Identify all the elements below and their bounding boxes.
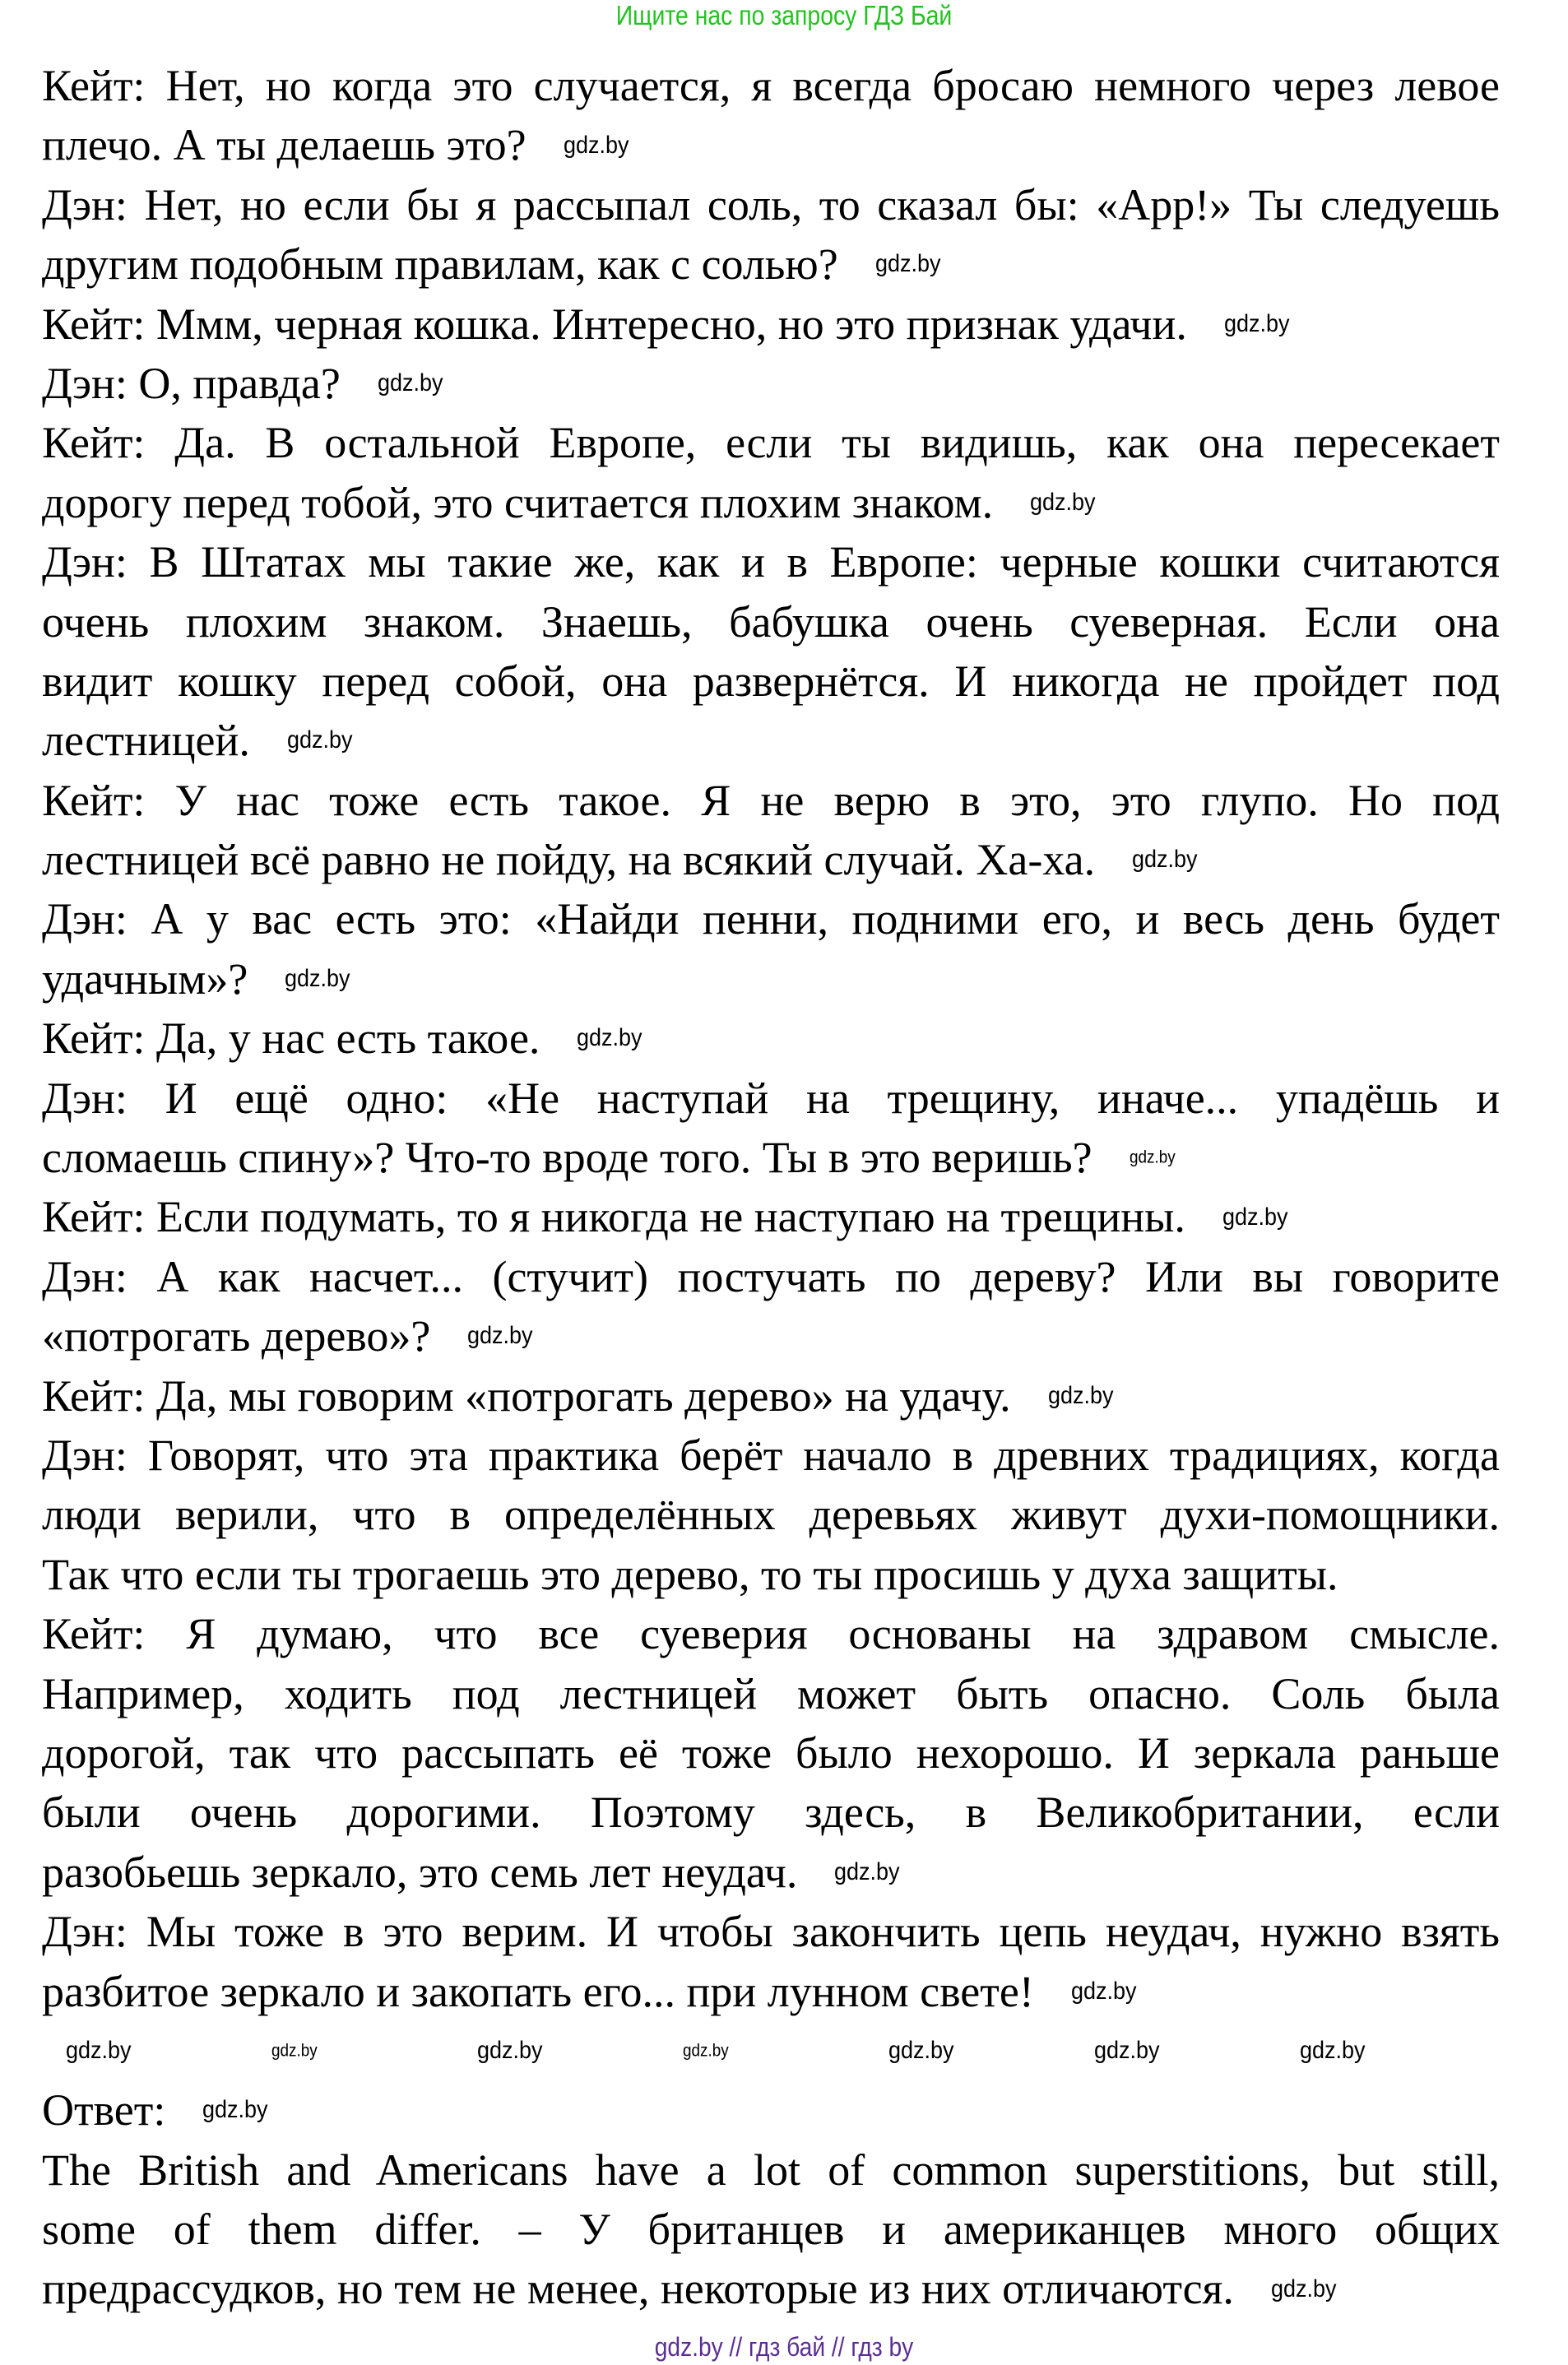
watermark: gdz.by: [1030, 488, 1096, 516]
watermark: gdz.by: [1070, 1977, 1137, 2005]
dialogue-line: разбитое зеркало и закопать его... при лунном свете!: [42, 1966, 1034, 2016]
dialogue-line: видит кошку перед собой, она развернётся. И никогда не пройдет под: [42, 656, 1500, 706]
dialogue-line: удачным»?: [42, 953, 248, 1004]
watermark: gdz.by: [1047, 1381, 1114, 1409]
dialogue-line: Кейт: Если подумать, то я никогда не наступаю на трещины.: [42, 1192, 1185, 1242]
dialogue-line: лестницей.: [42, 716, 250, 766]
dialogue-line: были очень дорогими. Поэтому здесь, в Великобритании, если: [42, 1788, 1500, 1838]
dialogue-line: люди верили, что в определённых деревьях живут духи-помощники.: [42, 1490, 1500, 1540]
dialogue-line: Кейт: Ммм, черная кошка. Интересно, но это признак удачи.: [42, 299, 1187, 349]
header-banner: Ищите нас по запросу ГДЗ Бай: [615, 0, 953, 30]
watermark: gdz.by: [888, 2037, 954, 2065]
dialogue-line: Дэн: Мы тоже в это верим. И чтобы закончить цепь неудач, нужно взять: [42, 1907, 1500, 1957]
dialogue-line: дорогу перед тобой, это считается плохим знаком.: [42, 477, 994, 527]
dialogue-line: Дэн: О, правда?: [42, 358, 341, 408]
watermark: gdz.by: [1270, 2275, 1337, 2302]
watermark: gdz.by: [1094, 2037, 1160, 2065]
answer-line: The British and Americans have a lot of common superstitions, but still,: [42, 2145, 1500, 2195]
dialogue-line: лестницей всё равно не пойду, на всякий случай. Ха-ха.: [42, 835, 1096, 885]
watermark: gdz.by: [285, 965, 350, 993]
watermark: gdz.by: [1132, 846, 1198, 874]
spacer: [42, 2021, 1500, 2080]
dialogue-line: Кейт: Да, мы говорим «потрогать дерево» на удачу.: [42, 1370, 1011, 1421]
dialogue-line: Так что если ты трогаешь это дерево, то ты просишь у духа защиты.: [42, 1549, 1338, 1599]
dialogue-line: Дэн: А у вас есть это: «Найди пенни, подними его, и весь день будет: [42, 894, 1500, 944]
dialogue-line: Кейт: Я думаю, что все суеверия основаны на здравом смысле.: [42, 1609, 1500, 1659]
watermark: gdz.by: [874, 250, 941, 278]
dialogue-line: «потрогать дерево»?: [42, 1311, 431, 1361]
dialogue-line: дорогой, так что рассыпать её тоже было нехорошо. И зеркала раньше: [42, 1727, 1500, 1778]
watermark: gdz.by: [1222, 1203, 1288, 1231]
watermark: gdz.by: [577, 1024, 643, 1052]
dialogue-line: Дэн: Говорят, что эта практика берёт начало в древних традициях, когда: [42, 1430, 1500, 1480]
watermark: gdz.by: [1300, 2037, 1366, 2065]
watermark: gdz.by: [271, 2041, 318, 2061]
watermark: gdz.by: [1223, 309, 1290, 337]
watermark: gdz.by: [66, 2037, 132, 2065]
dialogue-line: сломаешь спину»? Что-то вроде того. Ты в это веришь?: [42, 1133, 1092, 1183]
dialogue-line: разобьешь зеркало, это семь лет неудач.: [42, 1847, 798, 1897]
dialogue-line: Кейт: Да. В остальной Европе, если ты видишь, как она пересекает: [42, 418, 1500, 468]
dialogue-line: плечо. А ты делаешь это?: [42, 120, 527, 170]
watermark: gdz.by: [377, 369, 443, 397]
dialogue-line: Дэн: И ещё одно: «Не наступай на трещину, иначе... упадёшь и: [42, 1073, 1500, 1123]
answer-line: предрассудков, но тем не менее, некоторые из них отличаются.: [42, 2264, 1234, 2314]
answer-label: Ответ:: [42, 2085, 166, 2135]
dialogue-line: Например, ходить под лестницей может быть опасно. Соль была: [42, 1668, 1500, 1718]
dialogue-line: Кейт: У нас тоже есть такое. Я не верю в это, это глупо. Но под: [42, 775, 1500, 825]
dialogue-line: очень плохим знаком. Знаешь, бабушка очень суеверная. Если она: [42, 596, 1500, 647]
watermark: gdz.by: [683, 2041, 729, 2061]
watermark: gdz.by: [477, 2037, 543, 2065]
dialogue-line: Кейт: Нет, но когда это случается, я всегда бросаю немного через левое: [42, 61, 1500, 110]
dialogue-line: Дэн: А как насчет... (стучит) постучать по дереву? Или вы говорите: [42, 1251, 1500, 1301]
watermark: gdz.by: [286, 726, 353, 754]
watermark: gdz.by: [202, 2096, 268, 2124]
dialogue-line: другим подобным правилам, как с солью?: [42, 239, 838, 290]
watermark: gdz.by: [563, 131, 629, 159]
dialogue-line: Дэн: В Штатах мы такие же, как и в Европе: черные кошки считаются: [42, 537, 1500, 587]
footer-banner: gdz.by // гдз бай // гдз by: [654, 2332, 914, 2362]
watermark: gdz.by: [834, 1857, 900, 1885]
dialogue-line: Дэн: Нет, но если бы я рассыпал соль, то сказал бы: «Арр!» Ты следуешь: [42, 179, 1500, 230]
dialogue-text: [42, 56, 1500, 2319]
watermark: gdz.by: [467, 1322, 533, 1350]
watermark: gdz.by: [1129, 1148, 1176, 1167]
dialogue-line: Кейт: Да, у нас есть такое.: [42, 1013, 540, 1064]
answer-line: some of them differ. – У британцев и американцев много общих: [42, 2205, 1500, 2255]
